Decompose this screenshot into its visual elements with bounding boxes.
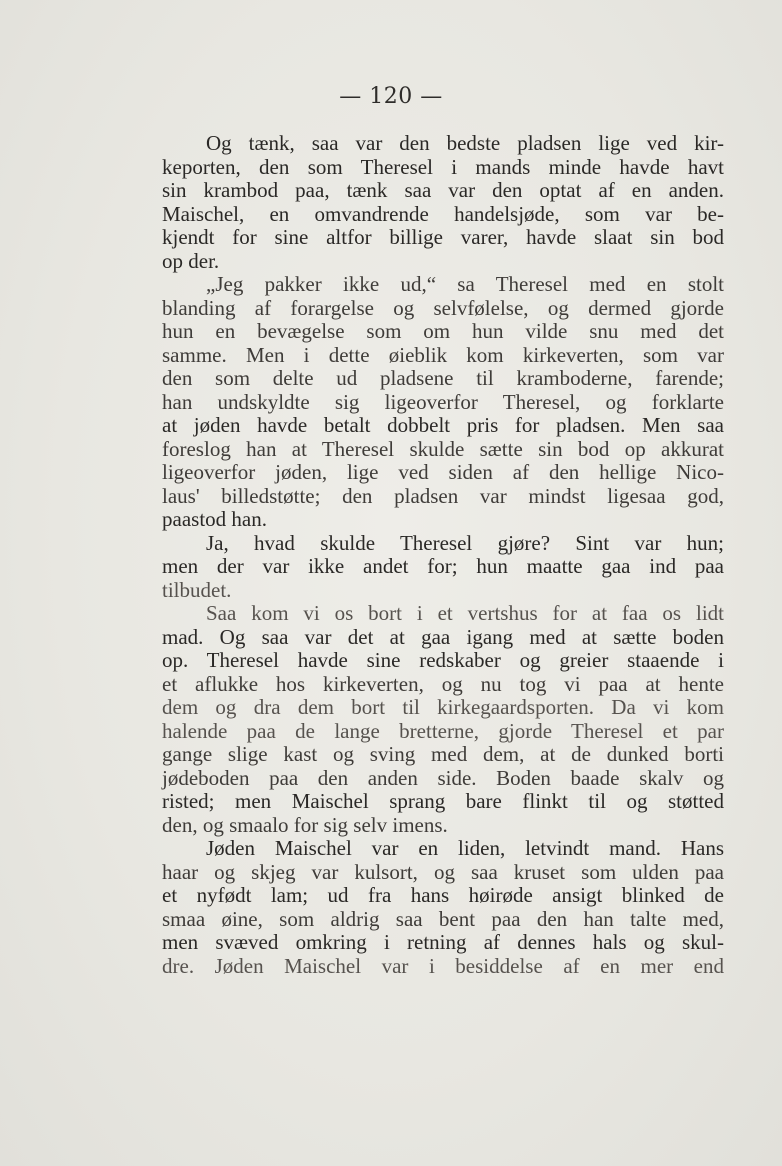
text-line: sin krambod paa, tænk saa var den optat af en anden.: [162, 178, 724, 202]
text-line: den som delte ud pladsene til kramboderne, farende;: [162, 366, 724, 390]
text-line: Jøden Maischel var en liden, letvindt mand. Hans: [206, 836, 724, 860]
text-line: Og tænk, saa var den bedste pladsen lige ved kir-: [206, 131, 724, 155]
text-line: foreslog han at Theresel skulde sætte sin bod op akkurat: [162, 436, 724, 461]
text-line: paastod han.: [162, 507, 267, 531]
text-line: kjendt for sine altfor billige varer, havde slaat sin bod: [162, 225, 724, 249]
text-line: dre. Jøden Maischel var i besiddelse af en mer end: [162, 953, 724, 978]
text-line: men der var ikke andet for; hun maatte gaa ind paa: [162, 554, 724, 578]
text-line: at jøden havde betalt dobbelt pris for pladsen. Men saa: [162, 413, 724, 437]
text-line: gange slige kast og sving med dem, at de dunked borti: [162, 742, 724, 766]
text-line: men svæved omkring i retning af dennes hals og skul-: [162, 930, 724, 954]
text-line: jødeboden paa den anden side. Boden baade skalv og: [162, 765, 724, 790]
text-line: „Jeg pakker ikke ud,“ sa Theresel med en stolt: [206, 272, 724, 296]
text-line: risted; men Maischel sprang bare flinkt til og støtted: [162, 789, 724, 813]
text-line: mad. Og saa var det at gaa igang med at sætte boden: [162, 624, 724, 649]
text-line: Ja, hvad skulde Theresel gjøre? Sint var hun;: [206, 530, 724, 555]
text-line: han undskyldte sig ligeoverfor Theresel, og forklarte: [162, 389, 724, 414]
text-line: ligeoverfor jøden, lige ved siden af den hellige Nico-: [162, 460, 724, 484]
text-line: hun en bevægelse som om hun vilde snu med det: [162, 319, 724, 343]
text-line: blanding af forargelse og selvfølelse, og dermed gjorde: [162, 295, 724, 320]
text-line: den, og smaalo for sig selv imens.: [162, 812, 448, 837]
text-line: op der.: [162, 248, 220, 273]
text-line: et aflukke hos kirkeverten, og nu tog vi paa at hente: [162, 671, 724, 696]
text-line: Saa kom vi os bort i et vertshus for at faa os lidt: [206, 601, 724, 625]
text-line: haar og skjeg var kulsort, og saa kruset som ulden paa: [162, 859, 724, 884]
page-number: — 120 —: [339, 84, 443, 109]
text-line: smaa øine, som aldrig saa bent paa den han talte med,: [162, 906, 724, 931]
text-line: halende paa de lange bretterne, gjorde Theresel et par: [162, 718, 724, 743]
text-line: et nyfødt lam; ud fra hans høirøde ansigt blinked de: [162, 883, 724, 907]
text-line: tilbudet.: [162, 577, 232, 602]
text-line: op. Theresel havde sine redskaber og greier staaende i: [162, 648, 724, 672]
text-line: samme. Men i dette øieblik kom kirkeverten, som var: [162, 342, 724, 367]
text-line: laus' billedstøtte; den pladsen var mindst ligesaa god,: [162, 483, 724, 508]
body-text: [162, 132, 724, 978]
text-line: keporten, den som Theresel i mands minde havde havt: [162, 154, 724, 179]
text-line: dem og dra dem bort til kirkegaardsporten. Da vi kom: [162, 695, 724, 719]
text-line: Maischel, en omvandrende handelsjøde, som var be-: [162, 201, 724, 226]
